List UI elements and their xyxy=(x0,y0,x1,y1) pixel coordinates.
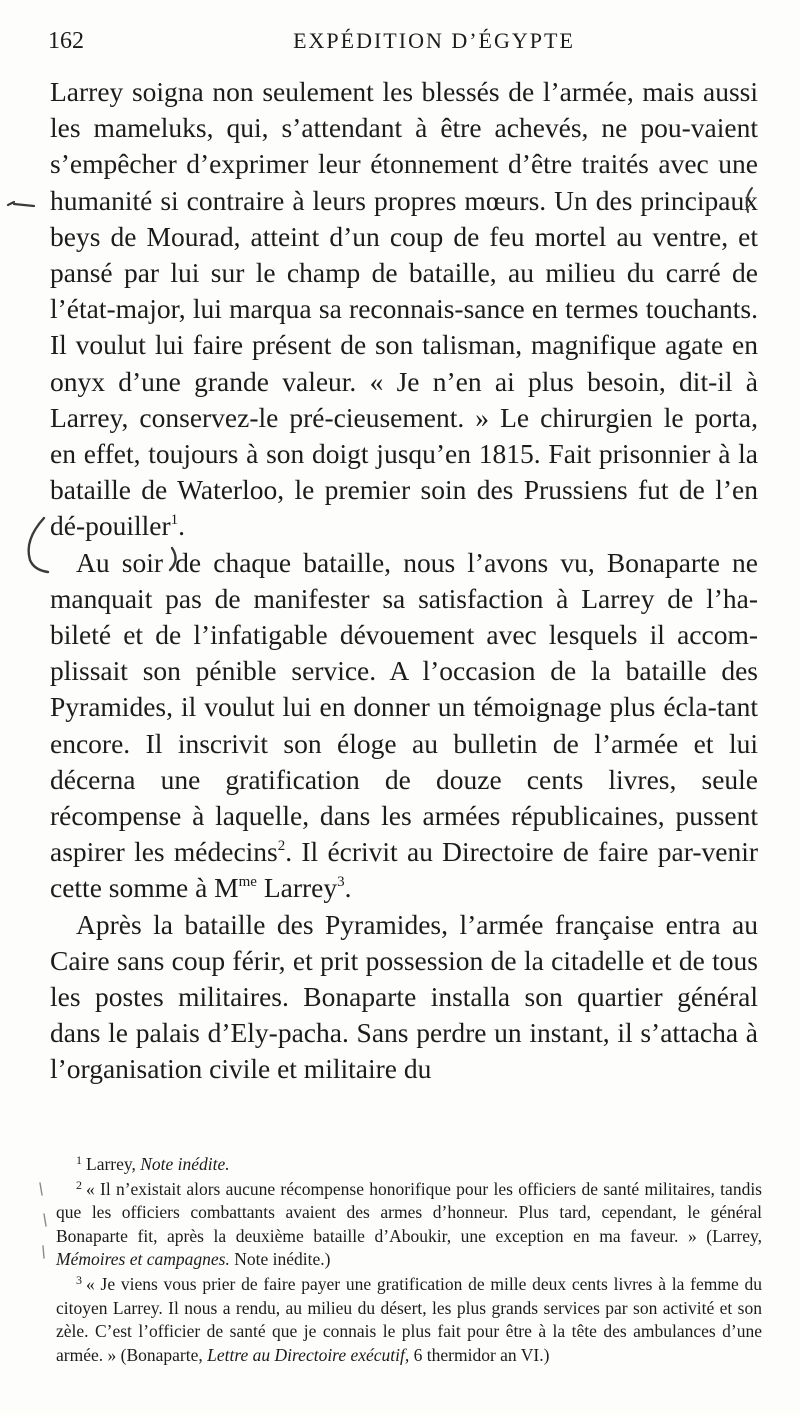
page-header xyxy=(48,28,760,64)
footnote-1 xyxy=(56,1153,762,1177)
footnote-3-end: 6 thermidor an VI.) xyxy=(409,1344,550,1365)
footnote-3 xyxy=(56,1273,762,1367)
footnote-2-text: « Il n’existait alors aucune récompense honorifique pour les officiers de santé militaires, tandis que les officiers combattants avaient des armes d’honneur. Plus tard, cependant, le général Bonaparte fit, après la deuxième bataille d’Aboukir, une exception en ma faveur. » (Larrey, xyxy=(56,1178,762,1246)
paragraph-1 xyxy=(50,74,758,545)
running-title: EXPÉDITION D’ÉGYPTE xyxy=(293,28,575,53)
footnotes xyxy=(56,1153,762,1368)
paragraph-2-text-b: . Il écrivit au Directoire de faire par-venir cette somme à M xyxy=(50,836,758,904)
paragraph-2-end: . xyxy=(344,872,352,904)
madame-abbrev: me xyxy=(238,874,257,891)
paragraph-3 xyxy=(50,907,758,1088)
footnote-2-end: Note inédite.) xyxy=(229,1249,331,1270)
paragraph-3-text: Après la bataille des Pyramides, l’armée française entra au Caire sans coup férir, et prit possession de la citadelle et de tous les postes militaires. Bonaparte installa son quartier général dans le palais d’Ely-pacha. Sans perdre un instant, il s’attacha à l’organisation civile et militaire du xyxy=(50,908,758,1085)
footnote-ref-3: 3 xyxy=(337,874,345,891)
footnote-2-italic: Mémoires et campagnes. xyxy=(56,1249,230,1270)
paragraph-1-text: Larrey soigna non seulement les blessés de l’armée, mais aussi les mameluks, qui, s’attendant à être achevés, ne pou-vaient s’empêcher d’exprimer leur étonnement d’être traités avec une humanité si contraire à leurs propres mœurs. Un des principaux beys de Mourad, atteint d’un coup de feu mortel au ventre, et pansé par lui sur le champ de bataille, au milieu du carré de l’état-major, lui marqua sa reconnais-sance en termes touchants. Il voulut lui faire présent de son talisman, magnifique agate en onyx d’une grande valeur. « Je n’en ai plus besoin, dit-il à Larrey, conservez-le pré-cieusement. » Le chirurgien le porta, en effet, toujours à son doigt jusqu’en 1815. Fait prisonnier à la bataille de Waterloo, le premier soin des Prussiens fut de l’en dé-pouiller xyxy=(50,76,758,542)
footnote-2 xyxy=(56,1178,762,1272)
footnote-margin-dots xyxy=(40,1183,46,1258)
footnote-1-italic: Note inédite. xyxy=(140,1154,230,1174)
paragraph-2 xyxy=(50,545,758,907)
main-text xyxy=(50,74,758,1088)
paragraph-1-end: . xyxy=(178,510,186,542)
footnote-3-italic: Lettre au Directoire exécutif, xyxy=(207,1344,410,1365)
footnote-1-text: Larrey, xyxy=(86,1154,141,1174)
page-number: 162 xyxy=(48,28,84,54)
footnote-2-mark: 2 xyxy=(76,1177,82,1192)
footnote-1-mark: 1 xyxy=(76,1153,82,1167)
footnote-3-text: « Je viens vous prier de faire payer une gratification de mille deux cents livres à la femme du citoyen Larrey. Il nous a rendu, au milieu du désert, les plus grands services par son activité et son zèle. C’est l’officier de santé que je connais le plus fait pour être à la tête des ambulances d’une armée. » (Bonaparte, xyxy=(56,1273,762,1365)
paragraph-2-text-c: Larrey xyxy=(256,872,338,904)
footnote-ref-2: 2 xyxy=(277,838,286,855)
paragraph-2-text-a: Au soir de chaque bataille, nous l’avons vu, Bonaparte ne manquait pas de manifester sa satisfaction à Larrey de l’ha-bileté et de l’infatigable dévouement avec lesquels il accom-plissait son pénible service. A l’occasion de la bataille des Pyramides, il voulut lui en donner un témoignage plus écla-tant encore. Il inscrivit son éloge au bulletin de l’armée et lui décerna une gratification de douze cents livres, seule récompense à laquelle, dans les armées républicaines, pussent aspirer les médecins xyxy=(50,546,758,868)
margin-dash-mark xyxy=(8,202,34,206)
footnote-3-mark: 3 xyxy=(76,1272,82,1287)
footnote-ref-1: 1 xyxy=(170,512,179,529)
open-paren-mark xyxy=(29,518,48,572)
